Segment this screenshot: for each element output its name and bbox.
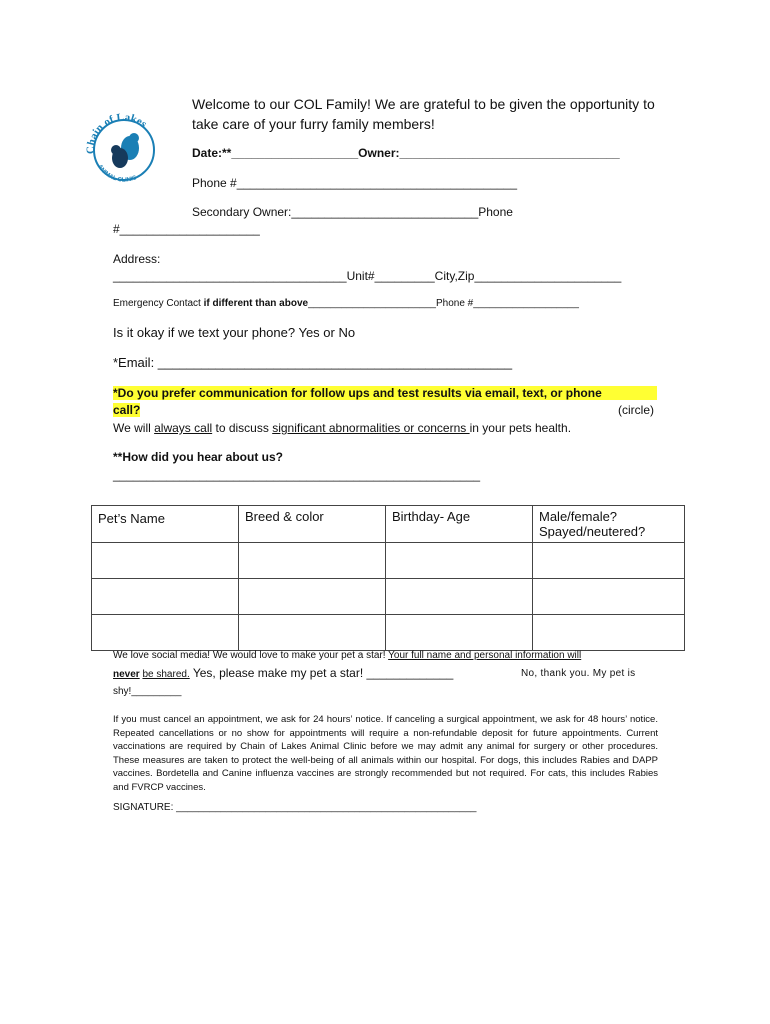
- table-cell[interactable]: [239, 579, 386, 615]
- always-mid: to discuss: [212, 421, 273, 435]
- emergency-prefix: Emergency Contact: [113, 298, 204, 309]
- logo-text-bottom: ANIMAL CLINIC: [96, 163, 138, 184]
- address-field[interactable]: ___________________________________Unit#_________City,Zip______________________: [113, 269, 622, 283]
- secondary-phone-field[interactable]: #_____________________: [113, 222, 260, 236]
- table-cell[interactable]: [92, 543, 239, 579]
- table-cell[interactable]: [239, 615, 386, 651]
- clinic-logo: [84, 96, 160, 200]
- social-no[interactable]: No, thank you. My pet is: [521, 668, 636, 679]
- table-cell[interactable]: [239, 543, 386, 579]
- table-row: [92, 615, 685, 651]
- policy-fine-print: If you must cancel an appointment, we ask for 24 hours’ notice. If canceling a surgical appointment, we ask for 48 hours’ notice. Repeated cancellations or no show for appointments will require a non-refundable deposit for future appointments. Current vaccinations are required by Chain of Lakes Animal Clinic before we may admit any animal for surgery or other procedures. These measures are taken to protect the well-being of all animals within our hospital. For dogs, this includes Rabies and DAPP vaccines. Bordetella and Canine influenza vaccines are strongly recommended but not required. For cats, this includes Rabies and FVRCP vaccines.: [113, 714, 658, 793]
- social-never: never: [113, 669, 140, 680]
- always-u2: significant abnormalities or concerns: [272, 421, 470, 435]
- secondary-owner-field[interactable]: Secondary Owner:____________________________Phone: [192, 205, 513, 219]
- table-cell[interactable]: [386, 579, 533, 615]
- social-privacy: Your full name and personal information will: [388, 650, 582, 661]
- table-cell[interactable]: [386, 615, 533, 651]
- always-post: in your pets health.: [469, 421, 572, 435]
- hear-question: **How did you hear about us?: [113, 450, 284, 464]
- header-breed-color: Breed & color: [239, 506, 386, 543]
- phone-field[interactable]: Phone #__________________________________________: [192, 176, 518, 190]
- pref-circle: (circle): [618, 403, 654, 417]
- table-row: [92, 579, 685, 615]
- header-pet-name: Pet’s Name: [92, 506, 239, 543]
- table-cell[interactable]: [92, 579, 239, 615]
- always-u1: always call: [154, 421, 213, 435]
- always-call-text: [113, 421, 571, 435]
- social-pre: We love social media! We would love to make your pet a star!: [113, 650, 389, 661]
- text-ok-question[interactable]: Is it okay if we text your phone? Yes or No: [113, 325, 356, 340]
- social-shared: be shared.: [142, 669, 190, 680]
- table-cell[interactable]: [92, 615, 239, 651]
- table-row: [92, 543, 685, 579]
- emergency-rest: _______________________Phone #___________________: [308, 298, 579, 309]
- social-yes: Yes, please make my pet a star! _____________: [189, 666, 454, 680]
- address-label: Address:: [113, 252, 161, 266]
- emergency-contact-field[interactable]: [113, 298, 579, 309]
- always-pre: We will: [113, 421, 155, 435]
- welcome-text: Welcome to our COL Family! We are grateful to be given the opportunity to take care of your furry family members!: [192, 96, 655, 132]
- header-sex-spay: Male/female? Spayed/neutered?: [533, 506, 685, 543]
- signature-field[interactable]: SIGNATURE: ______________________________________________________: [113, 802, 477, 813]
- social-shy[interactable]: shy!_________: [113, 686, 182, 697]
- hear-field[interactable]: _______________________________________________________: [113, 468, 481, 482]
- table-cell[interactable]: [533, 615, 685, 651]
- social-line2[interactable]: [113, 666, 453, 680]
- logo-text-top: Chain of Lakes: [84, 111, 149, 155]
- email-field[interactable]: *Email: _________________________________________________: [113, 355, 513, 370]
- table-header-row: [92, 506, 685, 543]
- header-birthday-age: Birthday- Age: [386, 506, 533, 543]
- social-line1: [113, 650, 581, 661]
- date-owner-field[interactable]: Date:**___________________Owner:_________________________________: [192, 146, 620, 160]
- pets-table: [91, 505, 685, 651]
- pref-line1: *Do you prefer communication for follow ups and test results via email, text, or phone: [113, 386, 657, 400]
- pref-line2: call?: [113, 403, 141, 417]
- table-cell[interactable]: [533, 543, 685, 579]
- table-cell[interactable]: [386, 543, 533, 579]
- table-cell[interactable]: [533, 579, 685, 615]
- emergency-bold: if different than above: [203, 298, 309, 309]
